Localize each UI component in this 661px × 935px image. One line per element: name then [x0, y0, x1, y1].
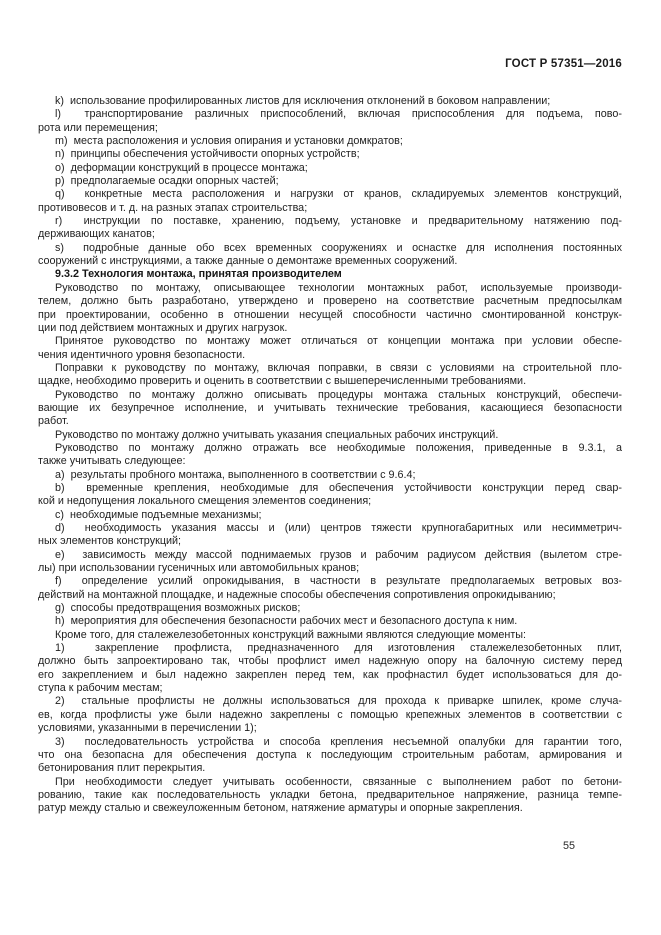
text-line: Поправки к руководству по монтажу, включая поправки, в связи с условиями на строительной пло- [55, 361, 622, 374]
list-item [38, 95, 622, 108]
text-line: e) зависимость между массой поднимаемых грузов и рабочим радиусом действия (вылетом стре- [55, 548, 622, 561]
text-line: r) инструкции по поставке, хранению, подъему, установке и предварительному натяжению под- [55, 215, 622, 228]
paragraph [38, 389, 622, 429]
list-item [38, 522, 622, 549]
text-line: a) результаты пробного монтажа, выполненного в соответствии с 9.6.4; [55, 468, 416, 481]
text-line: 1) закрепление профлиста, предназначенного для изготовления сталежелезобетонных плит, [55, 642, 622, 655]
text-line: s) подробные данные обо всех временных сооружениях и оснастке для исполнения постоянных [55, 241, 622, 254]
text-line: ных элементов конструкций; [38, 535, 182, 548]
list-item [38, 135, 622, 148]
text-line: 2) стальные профлисты не должны использоваться для прохода к приварке шпилек, кроме случа- [55, 695, 622, 708]
list-item [38, 695, 622, 735]
list-item [38, 188, 622, 215]
text-line: его закреплением и был надежно закреплен перед тем, как профнастил будет использоваться для до- [38, 668, 622, 681]
text-line: бетонирования плит перекрытия. [38, 762, 206, 775]
text-line: k) использование профилированных листов для исключения отклонений в боковом направлении; [55, 95, 551, 107]
list-item [38, 575, 622, 602]
list-item [38, 509, 622, 522]
text-line: ступа к рабочим местам; [38, 682, 163, 695]
text-line: p) предполагаемые осадки опорных частей; [55, 175, 279, 188]
paragraph [38, 335, 622, 362]
text-line: 3) последовательность устройства и способа крепления несъемной опалубки для гарантии того, [55, 735, 622, 748]
text-line: Руководство по монтажу, описывающее технологии монтажных работ, используемые производи- [55, 281, 622, 294]
text-line: ев, когда профлисты уже были надежно закреплены с помощью крепежных элементов в соответствии с [38, 708, 622, 721]
text-line: n) принципы обеспечения устойчивости опорных устройств; [55, 148, 360, 161]
text-line: Руководство по монтажу должно учитывать указания специальных рабочих инструкций. [55, 428, 499, 441]
text-line: телем, должно быть разработано, утверждено и проверено на соответствие расчетным предпосылкам [38, 295, 622, 308]
paragraph [38, 776, 622, 816]
list-item [38, 148, 622, 161]
text-line: должно быть запроектировано так, чтобы профлист имел надежную опору на балочную систему перед [38, 655, 622, 668]
text-line: m) места расположения и условия опирания и установки домкратов; [55, 135, 403, 148]
paragraph [38, 362, 622, 389]
text-line: ратур между сталью и свежеуложенным бетоном, натяжение арматуры и опорные закрепления. [38, 802, 523, 815]
text-line: g) способы предотвращения возможных рисков; [55, 602, 301, 615]
text-line: При необходимости следует учитывать особенности, связанные с выполнением работ по бетони- [55, 775, 622, 788]
paragraph [38, 282, 622, 335]
list-item [38, 469, 622, 482]
text-line: условиями, указанными в перечислении 1); [38, 722, 257, 735]
text-line: вающие их безупречное исполнение, и учитывать технические требования, касающиеся безопасности [38, 401, 622, 414]
text-line: чения идентичного уровня безопасности. [38, 348, 246, 361]
text-line: Руководство по монтажу должно отражать все необходимые положения, приведенные в 9.3.1, а [55, 441, 622, 454]
text-line: рота или перемещения; [38, 121, 158, 134]
list-item [38, 602, 622, 615]
text-line: d) необходимость указания массы и (или) центров тяжести крупногабаритных или несимметрич- [55, 522, 622, 534]
text-line: действий на монтажной площадке, и надежные способы обеспечения сопротивления опрокидыванию; [38, 588, 556, 601]
text-line: держивающих канатов; [38, 228, 155, 241]
page-body [38, 95, 622, 816]
text-line: l) транспортирование различных приспособлений, включая приспособления для подъема, пово- [55, 108, 622, 121]
list-item [38, 162, 622, 175]
list-item [38, 215, 622, 242]
list-item [38, 242, 622, 269]
list-item [38, 549, 622, 576]
list-item [38, 736, 622, 776]
text-line: o) деформации конструкций в процессе монтажа; [55, 161, 308, 174]
paragraph [38, 629, 622, 642]
text-line: кой и недопущения локального смещения элементов соединения; [38, 495, 372, 508]
text-line: b) временные крепления, необходимые для обеспечения устойчивости конструкции перед свар- [55, 481, 622, 494]
text-line: при проектировании, особенно в отношении несущей способности частично смонтированной конструк- [38, 308, 622, 321]
text-line: Кроме того, для сталежелезобетонных конструкций важными являются следующие моменты: [55, 628, 527, 641]
paragraph [38, 442, 622, 469]
text-line: сооружений с инструкциями, а также данные о демонтаже временных сооружений. [38, 255, 458, 268]
section-heading [38, 268, 622, 281]
list-item [38, 615, 622, 628]
text-line: c) необходимые подъемные механизмы; [55, 508, 262, 521]
paragraph [38, 429, 622, 442]
text-line: ции под действием монтажных и других нагрузок. [38, 321, 288, 334]
list-item [38, 108, 622, 135]
list-item [38, 175, 622, 188]
text-line: что она безопасна для обеспечения доступа к последующим строительным работам, армирования и [38, 748, 622, 761]
text-line: q) конкретные места расположения и нагрузки от кранов, складируемых элементов конструкций, [55, 188, 622, 201]
text-line: противовесов и т. д. на разных этапах строительства; [38, 201, 308, 214]
list-item [38, 482, 622, 509]
text-line: 9.3.2 Технология монтажа, принятая производителем [55, 268, 342, 281]
text-line: щадке, необходимо проверить и оценить в соответствии с вышеперечисленными требованиями. [38, 375, 527, 388]
text-line: Принятое руководство по монтажу может отличаться от концепции монтажа при условии обеспе- [55, 335, 622, 348]
text-line: работ. [38, 415, 69, 428]
document-header: ГОСТ Р 57351—2016 [505, 58, 622, 70]
text-line: h) мероприятия для обеспечения безопасности рабочих мест и безопасного доступа к ним. [55, 615, 518, 628]
text-line: также учитывать следующее: [38, 455, 186, 468]
page-number: 55 [563, 840, 576, 852]
text-line: лы) при использовании гусеничных или автомобильных кранов; [38, 562, 360, 575]
text-line: f) определение усилий опрокидывания, в частности в результате предполагаемых ветровых воз- [55, 575, 622, 588]
text-line: Руководство по монтажу должно описывать процедуры монтажа стальных конструкций, обеспечи- [55, 388, 622, 401]
list-item [38, 642, 622, 695]
text-line: рованию, такие как последовательность укладки бетона, предварительное напряжение, разница темпе- [38, 788, 622, 801]
